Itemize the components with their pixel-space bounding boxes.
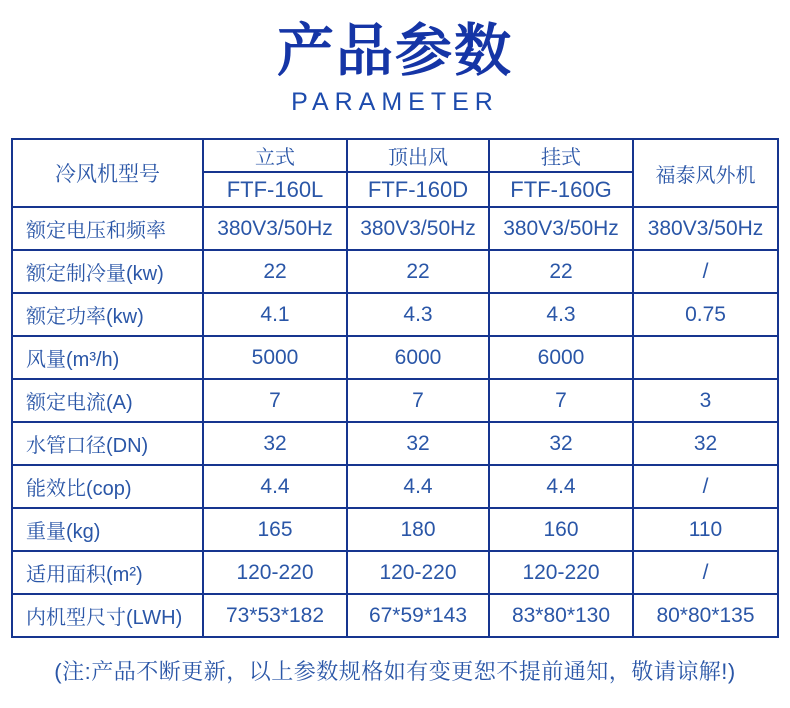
value-cell: 5000 (203, 336, 347, 379)
value-cell: 4.4 (489, 465, 633, 508)
value-cell: 22 (347, 250, 489, 293)
value-cell: 380V3/50Hz (347, 207, 489, 250)
value-cell: 83*80*130 (489, 594, 633, 637)
value-cell: 180 (347, 508, 489, 551)
value-cell: 380V3/50Hz (633, 207, 778, 250)
value-cell: 32 (203, 422, 347, 465)
value-cell: 120-220 (489, 551, 633, 594)
row-label-cell: 内机型尺寸(LWH) (12, 594, 203, 637)
table-row (12, 293, 778, 336)
column-model-cell: FTF-160G (489, 172, 633, 207)
table-row (12, 336, 778, 379)
row-label-cell: 额定制冷量(kw) (12, 250, 203, 293)
column-model-cell: FTF-160L (203, 172, 347, 207)
value-cell: 4.3 (489, 293, 633, 336)
value-cell: 7 (347, 379, 489, 422)
value-cell: / (633, 250, 778, 293)
value-cell: / (633, 551, 778, 594)
table-row (12, 594, 778, 637)
value-cell: 22 (489, 250, 633, 293)
value-cell: 4.1 (203, 293, 347, 336)
value-cell: 110 (633, 508, 778, 551)
value-cell: 6000 (347, 336, 489, 379)
column-type-cell: 立式 (203, 139, 347, 172)
table-row (12, 508, 778, 551)
table-row (12, 379, 778, 422)
value-cell: 32 (489, 422, 633, 465)
row-label-cell: 重量(kg) (12, 508, 203, 551)
table-header-row-types (12, 139, 778, 172)
value-cell: 380V3/50Hz (203, 207, 347, 250)
value-cell: 6000 (489, 336, 633, 379)
model-header-cell: 冷风机型号 (12, 139, 203, 207)
row-label-cell: 水管口径(DN) (12, 422, 203, 465)
value-cell: 165 (203, 508, 347, 551)
value-cell: 3 (633, 379, 778, 422)
value-cell (633, 336, 778, 379)
row-label-cell: 额定电流(A) (12, 379, 203, 422)
value-cell: 32 (347, 422, 489, 465)
table-row (12, 250, 778, 293)
page-subtitle: PARAMETER (291, 87, 499, 116)
row-label-cell: 额定功率(kw) (12, 293, 203, 336)
value-cell: 160 (489, 508, 633, 551)
row-label-cell: 能效比(cop) (12, 465, 203, 508)
table-row (12, 551, 778, 594)
value-cell: 80*80*135 (633, 594, 778, 637)
column-type-cell: 挂式 (489, 139, 633, 172)
table-row (12, 422, 778, 465)
outdoor-unit-header-cell: 福泰风外机 (633, 139, 778, 207)
value-cell: 4.3 (347, 293, 489, 336)
row-label-cell: 风量(m³/h) (12, 336, 203, 379)
value-cell: 4.4 (347, 465, 489, 508)
value-cell: 32 (633, 422, 778, 465)
value-cell: 7 (489, 379, 633, 422)
footer-note: (注:产品不断更新，以上参数规格如有变更恕不提前通知，敬请谅解!) (54, 659, 736, 685)
value-cell: 120-220 (347, 551, 489, 594)
page-title: 产品参数 (277, 19, 513, 83)
table-row (12, 207, 778, 250)
row-label-cell: 适用面积(m²) (12, 551, 203, 594)
value-cell: 73*53*182 (203, 594, 347, 637)
value-cell: 67*59*143 (347, 594, 489, 637)
column-type-cell: 顶出风 (347, 139, 489, 172)
table-row (12, 465, 778, 508)
value-cell: 0.75 (633, 293, 778, 336)
value-cell: 4.4 (203, 465, 347, 508)
value-cell: 7 (203, 379, 347, 422)
value-cell: 22 (203, 250, 347, 293)
column-model-cell: FTF-160D (347, 172, 489, 207)
value-cell: / (633, 465, 778, 508)
value-cell: 380V3/50Hz (489, 207, 633, 250)
value-cell: 120-220 (203, 551, 347, 594)
spec-table (11, 138, 779, 638)
row-label-cell: 额定电压和频率 (12, 207, 203, 250)
